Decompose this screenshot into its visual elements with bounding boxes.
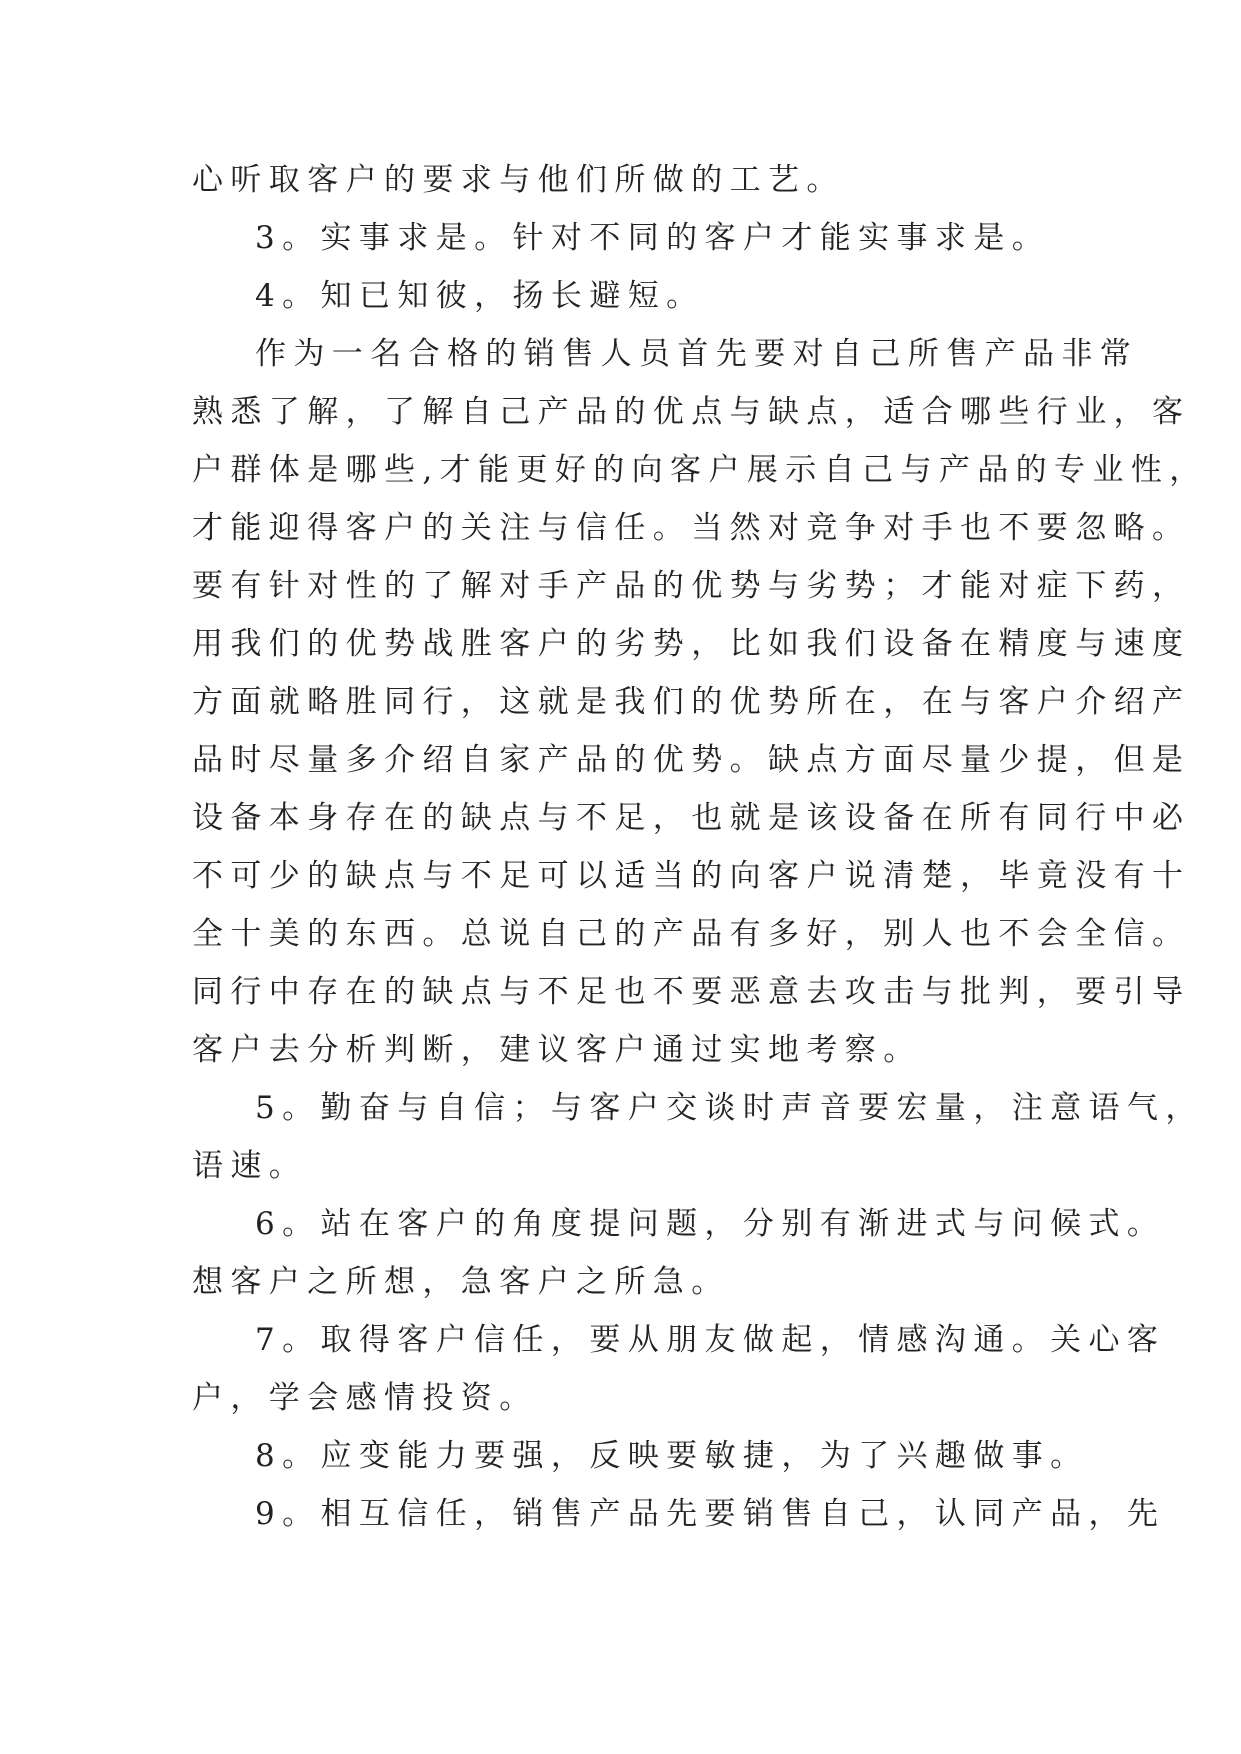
text-line: 5。勤奋与自信；与客户交谈时声音要宏量，注意语气，: [255, 1090, 1204, 1126]
text-line: 户群体是哪些,才能更好的向客户展示自己与产品的专业性，: [192, 452, 1208, 488]
text-line: 心听取客户的要求与他们所做的工艺。: [192, 162, 845, 198]
text-line: 语速。: [192, 1148, 308, 1184]
text-line: 7。取得客户信任，要从朋友做起，情感沟通。关心客: [255, 1322, 1166, 1358]
text-line: 3。实事求是。针对不同的客户才能实事求是。: [255, 220, 1051, 256]
text-line: 要有针对性的了解对手产品的优势与劣势；才能对症下药，: [192, 568, 1191, 604]
text-line: 方面就略胜同行，这就是我们的优势所在，在与客户介绍产: [192, 684, 1191, 720]
text-line: 9。相互信任，销售产品先要销售自己，认同产品，先: [255, 1496, 1166, 1532]
text-line: 同行中存在的缺点与不足也不要恶意去攻击与批判，要引导: [192, 974, 1191, 1010]
text-line: 不可少的缺点与不足可以适当的向客户说清楚，毕竟没有十: [192, 858, 1191, 894]
text-line: 全十美的东西。总说自己的产品有多好，别人也不会全信。: [192, 916, 1191, 952]
text-line: 品时尽量多介绍自家产品的优势。缺点方面尽量少提，但是: [192, 742, 1191, 778]
text-line: 4。知已知彼，扬长避短。: [255, 278, 705, 314]
text-line: 作为一名合格的销售人员首先要对自己所售产品非常: [255, 336, 1139, 372]
text-line: 用我们的优势战胜客户的劣势，比如我们设备在精度与速度: [192, 626, 1191, 662]
text-line: 想客户之所想，急客户之所急。: [192, 1264, 730, 1300]
text-line: 熟悉了解，了解自己产品的优点与缺点，适合哪些行业，客: [192, 394, 1191, 430]
text-line: 才能迎得客户的关注与信任。当然对竞争对手也不要忽略。: [192, 510, 1191, 546]
text-line: 设备本身存在的缺点与不足，也就是该设备在所有同行中必: [192, 800, 1191, 836]
text-line: 户，学会感情投资。: [192, 1380, 538, 1416]
text-line: 6。站在客户的角度提问题，分别有渐进式与问候式。: [255, 1206, 1166, 1242]
text-line: 8。应变能力要强，反映要敏捷，为了兴趣做事。: [255, 1438, 1089, 1474]
text-line: 客户去分析判断，建议客户通过实地考察。: [192, 1032, 922, 1068]
